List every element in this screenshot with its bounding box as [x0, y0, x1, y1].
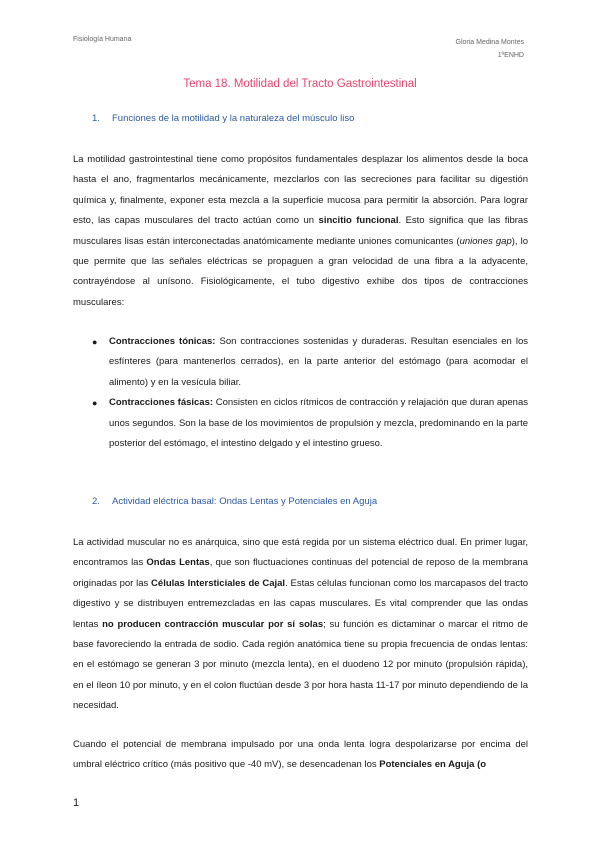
bold-term: Células Intersticiales de Cajal — [151, 577, 286, 589]
contraction-types-list — [92, 332, 528, 454]
section-2-heading — [92, 496, 377, 507]
text-run: . Estas células funcionan como los marcapasos del tracto digestivo y se distribuyen entremezcladas en las capas musculares. Es vital comprender que las ondas lentas — [73, 577, 529, 630]
section-1-title: Funciones de la motilidad y la naturaleza del músculo liso — [112, 113, 355, 124]
italic-term: uniones gap — [459, 235, 512, 247]
text-run: La motilidad gastrointestinal tiene como propósitos fundamentales desplazar los alimentos desde la boca hasta el ano, fragmentarlos mecánicamente, mezclarlos con las secreciones para facilitar su digestión química y, finalmente, exponer esta mezcla a la superficie mucosa para permitir la absorción. Para lograr esto, las capas musculares del tracto actúan como un — [73, 154, 528, 227]
bullet-label: Contracciones fásicas: — [109, 397, 214, 409]
bold-term: sincitio funcional — [318, 215, 399, 227]
bullet-label: Contracciones tónicas: — [109, 336, 216, 347]
section-2-number: 2. — [92, 496, 100, 507]
bullet-icon: ● — [92, 398, 98, 409]
section-1-heading — [92, 113, 354, 124]
text-run: ), lo que permite que las señales eléctricas se propaguen a gran velocidad de una fibra a la adyacente, contrayéndose al unísono. Fisiológicamente, el tubo digestivo exhibe dos tipos de contracciones musculares: — [73, 235, 528, 308]
list-item — [92, 393, 528, 454]
bullet-icon: ● — [92, 337, 98, 347]
text-run: ; su función es dictaminar o marcar el ritmo de base favoreciendo la entrada de sodio. Cada región anatómica tiene su propia frecuencia de ondas lentas: en el estómago se generan 3 por minuto (mezcla lenta), en el duodeno 12 por minuto (propulsión rápida), en el íleon 10 por minuto, y en el colon fluctúan desde 3 por hora hasta 11-17 por minuto dependiendo de la necesidad. — [73, 618, 528, 712]
text-run: La actividad muscular no es anárquica, sino que está regida por un sistema eléctrico dual. En primer lugar, encontramos las — [73, 537, 528, 569]
list-item — [92, 332, 528, 393]
text-run: , que son fluctuaciones continuas del potencial de reposo de la membrana originadas por las — [73, 557, 529, 589]
bold-term: no producen contracción muscular por sí solas — [102, 618, 324, 630]
bold-term: Potenciales en Aguja (o — [379, 759, 487, 771]
section-2-paragraph-1 — [73, 533, 528, 717]
section-2-title: Actividad eléctrica basal: Ondas Lentas y Potenciales en Aguja — [112, 496, 378, 507]
header-course: Fisiología Humana — [73, 36, 132, 43]
header-author — [456, 36, 524, 62]
header-author-name: Gloria Medina Montes — [455, 39, 524, 46]
bullet-text: Son contracciones sostenidas y duraderas. Resultan esenciales en los esfínteres (para mantenerlos cerrados), en la parte anterior del estómago (para acomodar el alimento) y en la vesícula biliar. — [109, 336, 528, 388]
header-author-group: 1ºENHD — [497, 52, 524, 59]
section-2-paragraph-2 — [73, 735, 528, 776]
section-1-paragraph — [73, 150, 528, 313]
page-title: Tema 18. Motilidad del Tracto Gastrointestinal — [183, 78, 417, 90]
text-run: . Esto significa que las fibras musculares lisas están interconectadas anatómicamente mediante uniones comunicantes ( — [73, 215, 528, 247]
page-number: 1 — [73, 797, 80, 809]
bold-term: Ondas Lentas — [146, 557, 210, 569]
section-1-number: 1. — [92, 113, 100, 124]
text-run: Cuando el potencial de membrana impulsado por una onda lenta logra despolarizarse por encima del umbral eléctrico crítico (más positivo que -40 mV), se desencadenan los — [73, 739, 528, 771]
bullet-text: Consisten en ciclos rítmicos de contracción y relajación que duran apenas unos segundos. Son la base de los movimientos de propulsión y mezcla, predominando en la parte posterior del estómago, el intestino delgado y el intestino grueso. — [109, 397, 529, 450]
